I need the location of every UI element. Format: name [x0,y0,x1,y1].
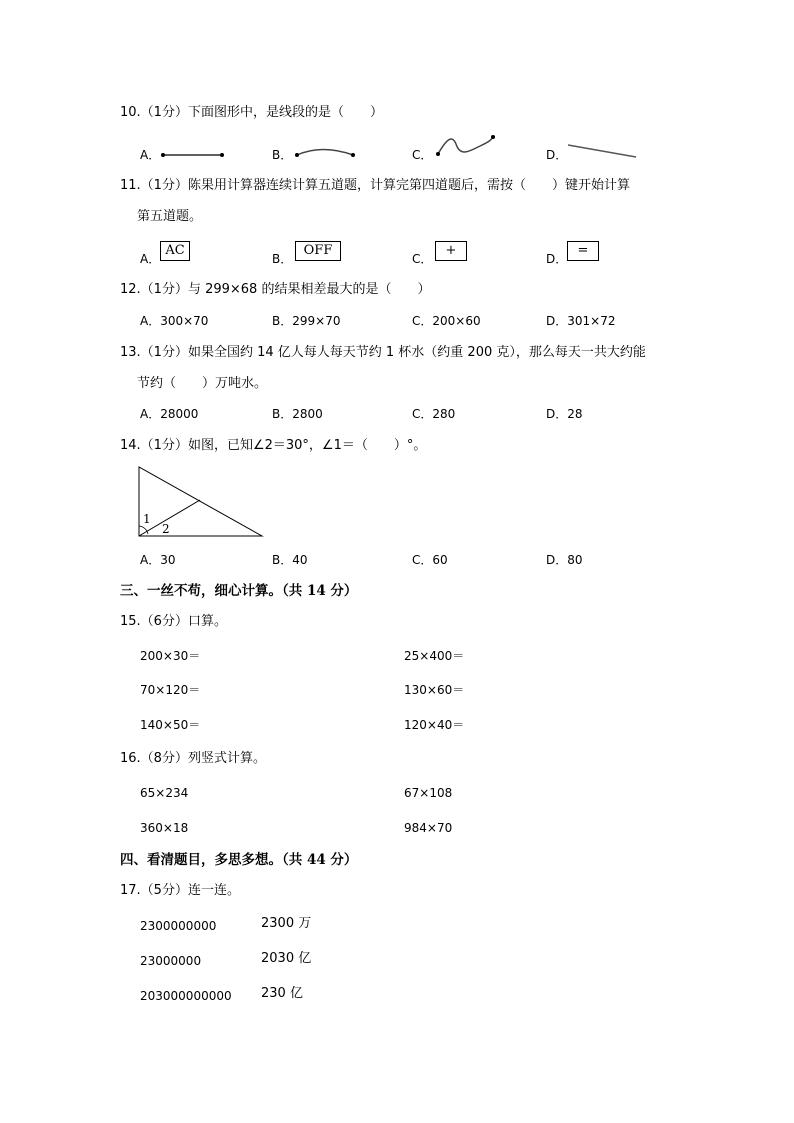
q17-right-item[interactable]: 2030 亿 [261,951,312,966]
q17-stem: 17.（5分）连一连。 [120,883,240,898]
wavy-endpoint [436,152,440,156]
q17-right-item[interactable]: 2300 万 [261,916,312,931]
q11-option-b-label[interactable]: B． [272,252,293,266]
q10-option-c-label[interactable]: C． [412,148,433,162]
q13-option-d[interactable]: D．28 [546,407,583,421]
segment-endpoint [161,153,165,157]
q13-stem-line1: 13.（1分）如果全国约 14 亿人每人每天节约 1 杯水（约重 200 克），那么每天一共大约能 [120,345,646,360]
q15-item: 130×60＝ [404,683,465,697]
q10-option-c-figure[interactable] [432,132,502,162]
q17-left-item[interactable]: 23000000 [140,954,202,968]
q11-key-off[interactable]: OFF [295,241,341,261]
q13-option-b[interactable]: B．2800 [272,407,323,421]
ray-line [568,145,636,157]
section-4-title: 四、看清题目，多思多想。（共 44 分） [120,852,358,868]
angle-2-label: 2 [162,522,170,536]
q15-item: 25×400＝ [404,649,465,663]
q10-option-b-figure[interactable] [292,142,362,162]
q13-option-a[interactable]: A．28000 [140,407,199,421]
q12-option-a[interactable]: A．300×70 [140,314,209,328]
angle-1-label: 1 [143,512,151,526]
q17-left-item[interactable]: 2300000000 [140,919,217,933]
q17-left-item[interactable]: 203000000000 [140,989,232,1003]
q16-item: 984×70 [404,821,453,835]
q16-item: 360×18 [140,821,189,835]
section-3-title: 三、一丝不苟，细心计算。（共 14 分） [120,583,358,599]
q14-option-b[interactable]: B．40 [272,553,308,567]
q11-option-d-label[interactable]: D． [546,252,568,266]
curve-endpoint [295,153,299,157]
q14-stem: 14.（1分）如图，已知∠2＝30°，∠1＝（ ）°。 [120,438,427,453]
q11-stem-line1: 11.（1分）陈果用计算器连续计算五道题，计算完第四道题后，需按（ ）键开始计算 [120,178,630,193]
q11-stem-line2: 第五道题。 [137,209,203,224]
q13-stem-line2: 节约（ ）万吨水。 [137,376,268,391]
q16-stem: 16.（8分）列竖式计算。 [120,751,266,766]
q11-key-equals[interactable]: = [567,241,599,261]
q10-option-b-label[interactable]: B． [272,148,293,162]
q13-option-c[interactable]: C．280 [412,407,456,421]
q10-stem: 10.（1分）下面图形中，是线段的是（ ） [120,105,383,120]
q11-key-plus[interactable]: + [435,241,467,261]
q12-option-c[interactable]: C．200×60 [412,314,481,328]
segment-endpoint [220,153,224,157]
curve-endpoint [351,153,355,157]
q15-item: 120×40＝ [404,718,465,732]
q10-option-d-figure[interactable] [566,142,646,162]
q11-option-c-label[interactable]: C． [412,252,433,266]
q12-option-b[interactable]: B．299×70 [272,314,341,328]
wavy-line [438,137,493,154]
q16-item: 65×234 [140,786,189,800]
q14-option-d[interactable]: D．80 [546,553,583,567]
q14-triangle-figure [138,466,268,541]
q10-option-a-label[interactable]: A． [140,148,161,162]
q12-option-d[interactable]: D．301×72 [546,314,616,328]
q10-option-a-figure[interactable] [160,149,230,161]
q14-option-c[interactable]: C．60 [412,553,448,567]
q15-stem: 15.（6分）口算。 [120,614,227,629]
q17-right-item[interactable]: 230 亿 [261,986,303,1001]
wavy-endpoint [491,135,495,139]
q15-item: 200×30＝ [140,649,201,663]
q15-item: 140×50＝ [140,718,201,732]
q16-item: 67×108 [404,786,453,800]
q12-stem: 12.（1分）与 299×68 的结果相差最大的是（ ） [120,282,431,297]
curve-line [297,150,353,156]
q14-option-a[interactable]: A．30 [140,553,176,567]
q11-option-a-label[interactable]: A． [140,252,161,266]
q15-item: 70×120＝ [140,683,201,697]
q10-option-d-label[interactable]: D． [546,148,568,162]
q11-key-ac[interactable]: AC [160,241,190,261]
